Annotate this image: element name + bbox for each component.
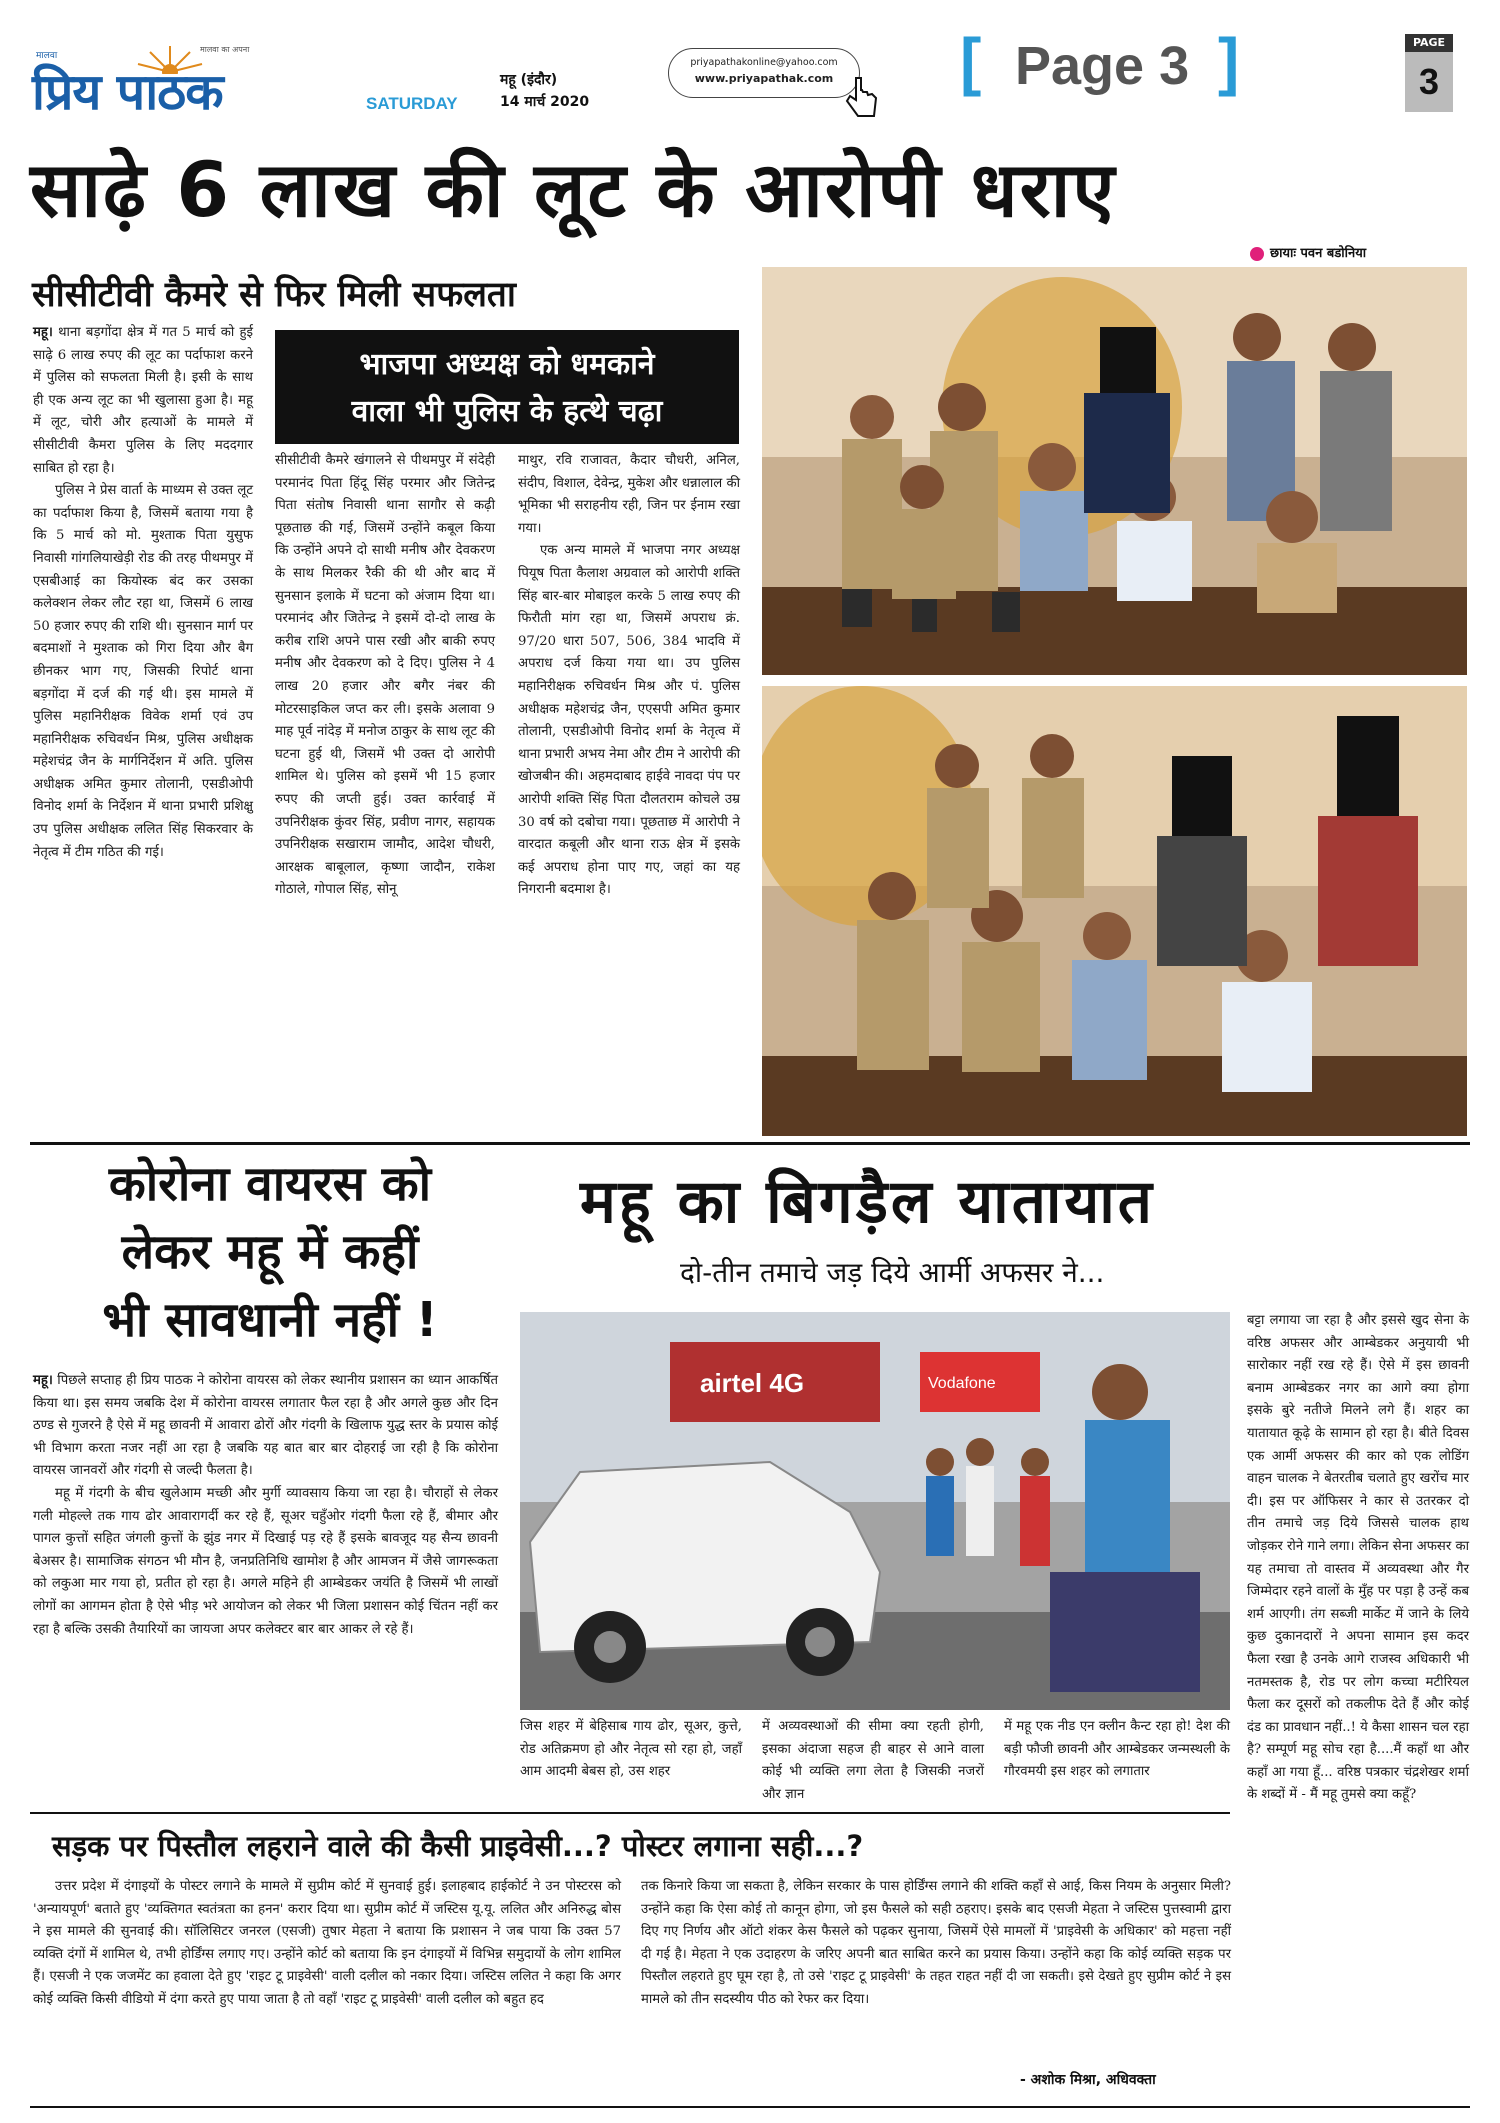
inset-headline-1: भाजपा अध्यक्ष को धमकाने (359, 347, 655, 382)
credit-dot-icon (1250, 247, 1264, 261)
divider-1 (30, 1142, 1470, 1145)
vodafone-sign: Vodafone (928, 1375, 996, 1392)
airtel-sign: airtel 4G (700, 1368, 805, 1398)
bottom-rule (30, 2106, 1470, 2108)
website-text[interactable]: www.priyapathak.com (694, 72, 834, 85)
logo-text: प्रिय पाठक (32, 63, 223, 121)
inset-headline-2: वाला भी पुलिस के हत्थे चढ़ा (351, 394, 663, 429)
story3-headline: महू का बिगड़ैल यातायात (580, 1167, 1156, 1237)
street-traffic-scene (520, 1312, 1230, 1710)
story4-right: तक किनारे किया जा सकता है, लेकिन सरकार के पास होर्डिंग्स लगाने की शक्ति कहाँ से आई, किस नियम के अनुसार मिली? उन्होंने कहा कि ऐसा कोई तो कानून होगा, जो इस फैसले को सही ठहराए। इसके बाद एसजी मेहता ने जस्टिस पुत्तस्वामी द्वारा दिए गए निर्णय और ऑटो शंकर केस फैसले को पढ़कर सुनाया, जिसमें ऐसे मामलों में 'प्राइवेसी के अधिकार' को महत्ता नहीं दी गई है। मेहता ने एक उदाहरण के जरिए अपनी बात साबित करने का प्रयास किया। उन्होंने कहा कि कोई व्यक्ति सड़क पर पिस्तौल लहराते हुए घूम रहा है, तो उसे 'राइट टू प्राइवेसी' के तहत राहत नहीं दी जा सकती। इसे देखते हुए सुप्रीम कोर्ट ने इस मामले को तीन सदस्यीय पीठ को रेफर कर दिया। (641, 1879, 1231, 2007)
story2-body: महू। पिछले सप्ताह ही प्रिय पाठक ने कोरोना वायरस को लेकर स्थानीय प्रशासन का ध्यान आकर्षित किया था। इस समय जबकि देश में कोरोना वायरस लगातार फैल रहा है और अगले कुछ और दिन ठण्ड से गुजरने है ऐसे में महू छावनी में आवारा ढोरों और गंदगी के खिलाफ युद्ध स्तर के प्रयास कोई भी विभाग करता नजर नहीं आ रहा है जबकि यह बात बार बार दोहराई जा रही है कि कोरोना वायरस जानवरों और गंदगी से जल्दी फैलता है। महू में गंदगी के बीच खुलेआम मच्छी और मुर्गी व्यावसाय किया जा रहा है। चौराहों से लेकर गली मोहल्ले तक गाय ढोर आवारागर्दी कर रहे हैं, सूअर चहुँओर गंदगी फैला रहे हैं, बीमार और पागल कुत्तों सहित जंगली कुत्तों के झुंड नगर में दिखाई पड़ रहे हैं इसके बावजूद यह सैन्य छावनी बेअसर है। सामाजिक संगठन भी मौन है, जनप्रतिनिधि खामोश है और आमजन में जैसे जागरूकता को लकुआ मार गया हो, प्रतीत हो रहा है। अगले महिने ही आम्बेडकर जयंति है जिसमें भी लाखों लोगों का आगमन होता है ऐसे भीड़ भरे आयोजन को लेकर भी जिला प्रशासन कोई चिंतन नहीं कर रहा है बल्कि उसकी तैयारियों का जायजा अपर कलेक्टर बार बार आकर ले रहे हैं। (33, 1373, 498, 1637)
story1-headline: साढ़े 6 लाख की लूट के आरोपी धराए (30, 145, 1117, 234)
story4-byline: - अशोक मिश्रा, अधिवक्ता (1020, 2072, 1156, 2088)
divider-2 (30, 1812, 1230, 1814)
page-banner: [ Page 3 ] (960, 25, 1240, 97)
date-label: 14 मार्च 2020 (500, 94, 590, 110)
story1-col1: महू। थाना बड़गोंदा क्षेत्र में गत 5 मार्च को हुई साढ़े 6 लाख रुपए की लूट का पर्दाफाश करने में पुलिस को सफलता मिली है। इसी के साथ ही एक अन्य लूट का भी खुलासा हुआ है। महू में लूट, चोरी और हत्याओं के मामले में सीसीटीवी कैमरा पुलिस के लिए मददगार साबित हो रहा है। पुलिस ने प्रेस वार्ता के माध्यम से उक्त लूट का पर्दाफाश किया है, जिसमें बताया गया है कि 5 मार्च को मो. मुश्ताक पिता युसुफ निवासी गांगलियाखेड़ी रोड की तरह पीथमपुर में एसबीआई का कियोस्क बंद कर उसका कलेक्शन लेकर लौट रहा था, जिसमें 6 लाख 50 हजार रुपए की राशि थी। सुनसान मार्ग पर बदमाशों ने मुश्ताक को गिरा दिया और बैग छीनकर भाग गए, जिसकी रिपोर्ट थाना बड़गोंदा में दर्ज की गई थी। इस मामले में पुलिस महानिरीक्षक विवेक शर्मा एवं उप महानिरीक्षक रुचिवर्धन मिश्र, पुलिस अधीक्षक महेशचंद्र जैन के मार्गनिर्देशन में अति. पुलिस अधीक्षक अमित कुमार तोलानी, एसडीओपी विनोद शर्मा के निर्देशन में थाना प्रभारी प्रशिक्षु उप पुलिस अधीक्षक ललित सिंह सिकरवार के नेतृत्व में टीम गठित की गई। (33, 325, 253, 860)
story2-headline: कोरोना वायरस को लेकर महू में कहीं भी सावधानी नहीं ! (102, 1156, 438, 1348)
story3-right-col: बट्टा लगाया जा रहा है और इससे खुद सेना के वरिष्ठ अफसर और आम्बेडकर अनुयायी भी सारोकार नहीं रख रहे हैं। ऐसे में इस छावनी बनाम आम्बेडकर नगर का आगे क्या होगा इसके बुरे नतीजे मिलने लगे हैं। शहर का यातायात कूढ़े के सामान हो रहा है। बीते दिवस एक आर्मी अफसर की कार को एक लोडिंग वाहन चालक ने बेतरतीब चलाते हुए खरोंच मार दी। इस पर ऑफिसर ने कार से उतरकर दो तीन तमाचे जड़ दिये जिससे चालक हाथ जोड़कर रोने गाने लगा। लेकिन सेना अफसर का यह तमाचा तो वास्तव में अव्यवस्था और गैर जिम्मेदार रहने वालों के मुँह पर पड़ा है उन्हें कब शर्म आएगी। तंग सब्जी मार्केट में जाने के लिये कुछ दुकानदारों ने अपना सामान इस कदर फैला रखा है उनके आगे राजस्व अधिकारी भी नतमस्तक है, रोड पर लोग कच्चा मटीरियल फैला कर दूसरों को तकलीफ देते हैं और कोई दंड का प्रावधान नहीं..! ये कैसा शासन चल रहा है? सम्पूर्ण महू सोच रहा है....मैं कहाँ था और कहाँ आ गया हूँ... वरिष्ठ पत्रकार चंद्रशेखर शर्मा के शब्दों में - मैं महू तुमसे क्या कहूँ? (1247, 1313, 1469, 1803)
page-number: 3 (1405, 52, 1453, 112)
story1-col2: सीसीटीवी कैमरे खंगालने से पीथमपुर में संदेही परमानंद पिता हिंदू सिंह परमार और जितेन्द्र पिता संतोष निवासी थाना सागौर से कढ़ी पूछताछ की गई, जिसमें उन्होंने कबूल किया कि उन्होंने अपने दो साथी मनीष और देवकरण के साथ मिलकर रैकी की थी और बाद में सुनसान इलाके में घटना को अंजाम दिया था। परमानंद और जितेन्द्र ने इसमें दो-दो लाख के करीब राशि अपने पास रखी और बाकी रुपए मनीष और देवकरण को दे दिए। पुलिस ने 4 लाख 20 हजार और बगैर नंबर की मोटरसाइकिल जप्त कर ली। इसके अलावा 9 माह पूर्व नांदेड़ में मनोज ठाकुर के साथ लूट की घटना हुई थी, जिसमें भी उक्त दो आरोपी शामिल थे। पुलिस को इसमें भी 15 हजार रुपए की जप्ती हुई। उक्त कार्रवाई में उपनिरीक्षक कुंवर सिंह, प्रवीण नागर, सहायक उपनिरीक्षक सखाराम जामौद, आदेश चौधरी, आरक्षक बाबूलाल, कृष्णा जादौन, राकेश गोठाले, गोपाल सिंह, सोनू (275, 453, 495, 898)
photo-credit: छायाः पवन बडोनिया (1250, 243, 1366, 261)
story3-subheadline: दो-तीन तमाचे जड़ दिये आर्मी अफसर ने... (680, 1256, 1105, 1289)
tagline: मालवा का अपना (200, 45, 250, 54)
story1-col3: माथुर, रवि राजावत, कैदार चौधरी, अनिल, संदीप, विशाल, देवेन्द्र, मुकेश और धन्नालाल की भूमिका भी सराहनीय रही, जिन पर ईनाम रखा गया। एक अन्य मामले में भाजपा नगर अध्यक्ष पियूष पिता कैलाश अग्रवाल को आरोपी शक्ति सिंह बार-बार मोबाइल करके 5 लाख रुपए की फिरौती मांग रहा था, जिसमें अपराध क्रं. 97/20 धारा 507, 506, 384 भादवि में अपराध दर्ज किया गया था। उप पुलिस महानिरीक्षक रुचिवर्धन मिश्र और पं. पुलिस अधीक्षक महेशचंद्र जैन, एएसपी अमित कुमार तोलानी, एसडीओपी विनोद शर्मा के नेतृत्व में थाना प्रभारी अभय नेमा और टीम ने आरोपी की खोजबीन की। अहमदाबाद हाईवे नावदा पंप पर आरोपी शक्ति सिंह पिता दौलतराम कोचले उम्र 30 वर्ष को दबोचा गया। पूछताछ में आरोपी ने वारदात कबूली और थाना राऊ क्षेत्र में इसके कई अपराध होना पाए गए, जहां का यह निगरानी बदमाश है। (518, 453, 740, 898)
masthead (0, 0, 1500, 130)
place-label: महू (इंदौर) (500, 72, 558, 88)
page-number-box (1405, 34, 1453, 116)
story3-photo (520, 1312, 1230, 1710)
story1-subheadline: सीसीटीवी कैमरे से फिर मिली सफलता (32, 275, 516, 315)
day-label: SATURDAY (366, 94, 458, 113)
logo-small-text: मालवा (36, 51, 58, 61)
email-text[interactable]: priyapathakonline@yahoo.com (690, 57, 838, 68)
press-conference-scene (762, 267, 1467, 675)
story3-col-c: में महू एक नीड एन क्लीन कैन्ट रहा हो! देश की बड़ी फौजी छावनी और आम्बेडकर जन्मस्थली के गौरवमयी इस शहर को लगातार (1004, 1719, 1230, 1780)
press-conference-scene-2 (762, 686, 1467, 1136)
story1-photo-top (762, 267, 1467, 675)
story1-photo-bottom (762, 686, 1467, 1136)
page-banner-text: Page 3 (1015, 36, 1190, 96)
story4-left: उत्तर प्रदेश में दंगाइयों के पोस्टर लगाने के मामले में सुप्रीम कोर्ट में सुनवाई हुई। इलाहबाद हाईकोर्ट ने उन पोस्टरस को 'अन्यायपूर्ण' बताते हुए 'व्यक्तिगत स्वतंत्रता का हनन' करार दिया था। सुप्रीम कोर्ट में जस्टिस यू.यू. ललित और अनिरुद्ध बोस ने इस मामले की सुनवाई की। सॉलिसिटर जनरल (एसजी) तुषार मेहता ने बताया कि प्रशासन ने जब पाया कि उक्त 57 व्यक्ति दंगों में शामिल थे, तभी होर्डिंग्स लगाए गए। उन्होंने कोर्ट को बताया कि इन दंगाइयों में विभिन्न समुदायों के लोग शामिल हैं। एसजी ने एक जजमेंट का हवाला देते हुए 'राइट टू प्राइवेसी' वाली दलील को नकार दिया। जस्टिस ललित ने कहा कि अगर कोई व्यक्ति किसी वीडियो में दंगा करते हुए पाया जाता है तो वहाँ 'राइट टू प्राइवेसी' वाली दलील को बहुत हद (33, 1879, 621, 2007)
story4-headline: सड़क पर पिस्तौल लहराने वाले की कैसी प्राइवेसी...? पोस्टर लगाना सही...? (52, 1829, 864, 1863)
inset-headline-box (275, 330, 739, 444)
contact-box (668, 48, 860, 98)
pointer-hand-icon (842, 74, 882, 120)
story3-col-a: जिस शहर में बेहिसाब गाय ढोर, सूअर, कुत्ते, रोड अतिक्रमण हो और नेतृत्व सो रहा हो, जहाँ आम आदमी बेबस हो, उस शहर (520, 1719, 742, 1780)
page-label: PAGE (1405, 34, 1453, 52)
logo (32, 48, 317, 122)
story3-col-b: में अव्यवस्थाओं की सीमा क्या रहती होगी, इसका अंदाजा सहज ही बाहर से आने वाला कोई भी व्यक्ति लगा लेता है जिसकी नजरों और ज्ञान (762, 1719, 984, 1802)
